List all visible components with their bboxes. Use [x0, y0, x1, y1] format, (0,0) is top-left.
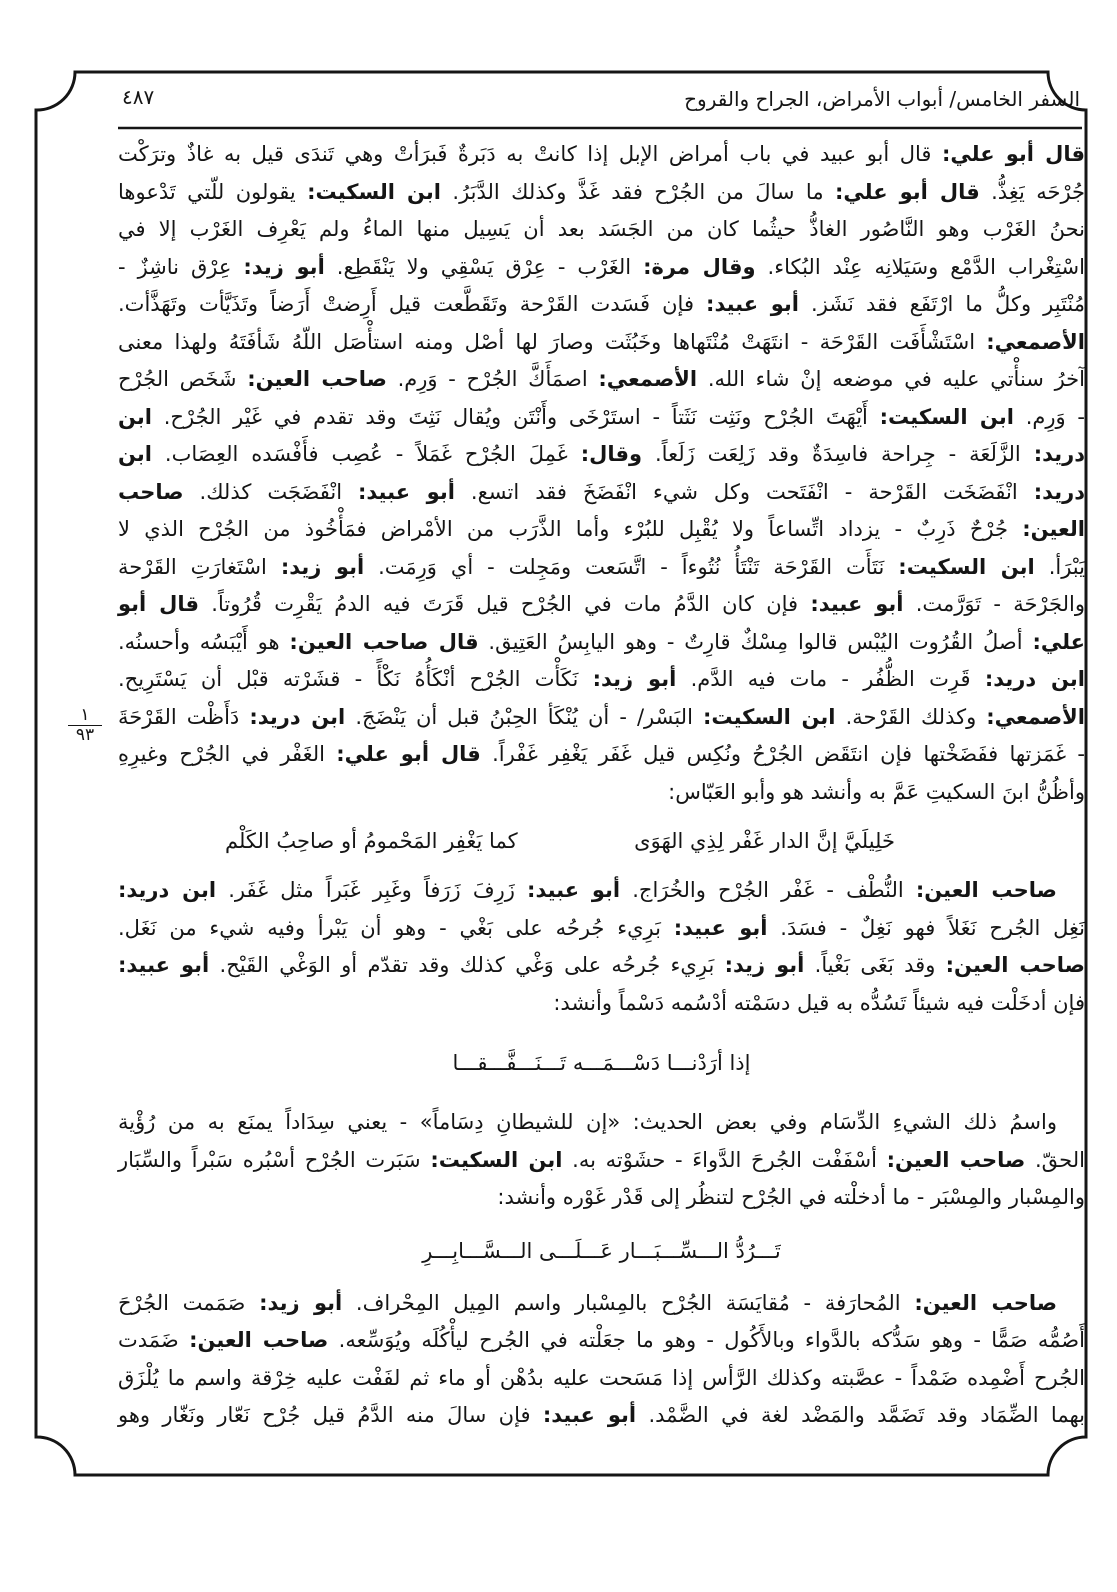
margin-note-denominator: ٩٣	[68, 725, 102, 745]
text-run: غَمِلَ الجُرْح غَمَلاً - عُصِب فأَفْسَده العِصَاب.	[151, 442, 581, 466]
text-run: انْفَضَخَت القَرْحة - انْفَتَحت وكل شيء انْفَضَخَ فقد اتسع.	[454, 479, 1034, 504]
text-line	[118, 1142, 1085, 1180]
source-attribution: الأصمعي:	[986, 329, 1085, 354]
source-attribution: العين:	[1022, 517, 1085, 541]
text-run: نحنُ الغَرْب وهو النَّاصُور الغاذُّ حيثُما كان من الجَسَد بعد أن يَسِيل منها الماءُ ولم يَعْرِف الغَرْب إلا في	[118, 217, 1085, 241]
text-line	[118, 872, 1085, 910]
text-line	[118, 699, 1085, 737]
margin-note-numerator: ١	[80, 705, 90, 725]
text-run: قَرِت الظُّفُر - مات فيه الدَّم.	[676, 667, 985, 691]
source-attribution: قال أبو علي:	[942, 142, 1085, 166]
text-line	[118, 1322, 1085, 1360]
text-run: والجَرْحَة - تَوَرَّمت.	[903, 592, 1085, 616]
source-attribution: وقال:	[580, 442, 643, 466]
source-attribution: قال أبو علي:	[336, 742, 481, 766]
text-run: نَتَأَت القَرْحَة تَنْتَأُ نُتُوءاً - اتَّسَعت ومَجِلت - أي وَرِمَت.	[364, 554, 899, 579]
text-line	[118, 1397, 1085, 1435]
text-run: بَرِيء جُرحُه على وَغْي كذلك وقد تقدّم أو الوَغْي القَيْح.	[209, 953, 725, 977]
paragraph	[118, 1104, 1085, 1217]
text-line	[118, 1360, 1085, 1398]
source-attribution: دريد:	[1033, 479, 1085, 504]
text-line	[118, 211, 1085, 249]
source-attribution: ابن دريد:	[249, 704, 346, 729]
text-line	[118, 910, 1085, 948]
source-attribution: أبو عبيد:	[542, 1403, 637, 1427]
source-attribution: قال أبو	[118, 592, 200, 616]
source-attribution: أبو زيد:	[243, 254, 325, 279]
text-run: نَكَأْت الجُرْح أنْكَأُهُ نَكْأً - قشَرْته قبْل أن يَسْتَرِيح.	[118, 667, 593, 691]
text-run: أَيْهَتَ الجُرْح ونَثِت نَثَتاً - استَرْخَى وأَنْتَن ويُقال نَثِتَ وقد تقدم في غَيْر الجُرْح.	[151, 404, 880, 429]
text-line	[118, 399, 1085, 437]
text-line	[118, 136, 1085, 174]
source-attribution: الأصمعي:	[598, 367, 698, 391]
source-attribution: ابن	[118, 404, 152, 429]
source-attribution: ابن السكيت:	[898, 554, 1035, 579]
text-run: فإن كان الدَّمُ مات في الجُرْح قيل قَرَتَ فيه الدمُ يَقْرِت قُرُوتاً.	[199, 592, 811, 616]
text-run: بَرِيء جُرحُه على بَغْي - وهو أن يَبْرأ وفيه شيء من نَغَل.	[118, 915, 674, 940]
text-run: يقولون للّتي تَدْعوها	[118, 179, 308, 204]
text-run: نَغِل الجُرح نَغَلاً فهو نَغِلٌ - فسَدَ.	[767, 915, 1085, 940]
verse-hemistich-second: كما يَغْفِر المَحْمومُ أو صاحِبُ الكَلْم	[225, 829, 518, 853]
text-run: عِرْق ناشِزٌ -	[118, 254, 244, 279]
text-line	[118, 474, 1085, 512]
text-run: أصلُ القُرُوت اليُبْس قالوا مِسْكٌ قارِتٌ - وهو اليابِسُ العَتِيق.	[478, 629, 1033, 654]
source-attribution: أبو عبيد:	[706, 292, 799, 316]
text-run: دَأَظْت القَرْحَةَ	[118, 704, 250, 729]
source-attribution: أبو عبيد:	[673, 915, 768, 940]
margin-page-reference	[68, 706, 102, 745]
text-run: شَخَص الجُرْح	[118, 367, 248, 391]
text-run: هو أَيْبَسُه وأحسنُه.	[118, 629, 290, 654]
verse	[118, 1217, 1085, 1285]
source-attribution: علي:	[1032, 629, 1086, 654]
text-run: فإن أدخَلْت فيه شيئاً تَسُدُّه به قيل دسَمْته أدْسُمه دَسْماً وأنشد:	[553, 990, 1085, 1015]
source-attribution: صاحب	[118, 479, 184, 504]
source-attribution: أبو عبيد:	[118, 953, 210, 977]
source-attribution: أبو زيد:	[280, 554, 365, 579]
text-run: الجُرح أَضْمِده ضَمْداً - عصَّبته وكذلك الرَّأس إذا مَسَحت عليه بدُهْن أو ماء ثم لفَفْت عليه خِرْقة واسم ما يُلْزَق	[118, 1365, 1085, 1390]
source-attribution: صاحب العين:	[915, 878, 1057, 902]
text-run: مُنْتَبِر وكلُّ ما ارْتَفَع فقد نَشَز.	[799, 292, 1085, 316]
text-run: اسْتَغارَتِ القَرْحة	[118, 554, 281, 579]
source-attribution: ابن	[118, 442, 152, 466]
text-run: الحقّ.	[1025, 1147, 1085, 1172]
text-run: زَرِفَ زَرَفاً وغَبِر غَبَراً مثل غَفَر.	[216, 878, 528, 902]
text-run: وقد بَغَى بَغْياً.	[804, 953, 946, 977]
text-run: جُرْحٌ ذَرِبٌ - يزداد اتِّساعاً ولا يُقْبِل للبُرْء وأما الذَّرَب من الأمْراض فمَأْخُوذ من الجُرْح الذي لا	[118, 517, 1023, 541]
text-line	[118, 1104, 1085, 1142]
text-line	[118, 586, 1085, 624]
source-attribution: صاحب العين:	[914, 1290, 1058, 1315]
text-line	[118, 324, 1085, 362]
text-run: أسْفَفْت الجُرحَ الدَّواءَ - حشَوْته به.	[562, 1147, 887, 1172]
text-run: النُّطْف - غَفْر الجُرْح والخُرَاج.	[620, 878, 916, 902]
text-line	[118, 947, 1085, 985]
text-run: صَمَمت الجُرْحَ	[118, 1290, 260, 1315]
text-run: - غَمَزتها ففَضَخْتها فإن انتَقَض الجُرْحُ ونُكِس قيل غَفَر يَغْفِر غَفْراً.	[480, 742, 1085, 766]
text-line	[118, 985, 1085, 1023]
source-attribution: أبو زيد:	[259, 1290, 343, 1315]
text-run: سَبَرت الجُرْح أسْبُره سَبْراً والسِّبَار	[118, 1147, 431, 1172]
text-run: اصمَأَكَّ الجُرْح - وَرِم.	[386, 367, 599, 391]
text-run: ما سالَ من الجُرْح فقد غَذَّ وكذلك الدَّبَرُ.	[441, 179, 835, 204]
text-run: وأظُنُّ ابنَ السكيتِ عَمَّ به وأنشد هو وأبو العَبّاس:	[668, 779, 1085, 804]
source-attribution: ابن السكيت:	[702, 704, 836, 729]
source-attribution: صاحب العين:	[945, 953, 1085, 977]
text-run: قال أبو عبيد في باب أمراض الإبل إذا كانتْ به دَبَرةٌ فَبرَأتْ وهي تَندَى قيل به غاذٌ وترَكْت	[118, 142, 942, 166]
text-run: الزَّلَعَة - جِراحة فاسِدَةٌ وقد زَلِعَت زَلَعاً.	[642, 442, 1034, 466]
text-line	[118, 1179, 1085, 1217]
text-line	[118, 774, 1085, 812]
source-attribution: قال أبو علي:	[834, 179, 980, 204]
text-line	[118, 661, 1085, 699]
source-attribution: دريد:	[1033, 442, 1085, 466]
source-attribution: أبو عبيد:	[358, 479, 455, 504]
text-run: اسْتِغْراب الدَّمْع وسَيَلانِه عِنْد البُكاء.	[755, 254, 1085, 279]
source-attribution: ابن دريد:	[118, 878, 217, 902]
text-run: - وَرِم.	[1013, 404, 1085, 429]
text-run: الغَرْب - عِرْق يَسْقِي ولا يَنْقَطِع.	[324, 254, 644, 279]
source-attribution: ابن السكيت:	[879, 404, 1014, 429]
source-attribution: أبو عبيد:	[810, 592, 904, 616]
text-run: البَسْر/ - أن يُنْكَأ الحِبْنُ قبل أن يَنْضَجَ.	[345, 704, 703, 729]
text-run: اسْتَشْأَفَت القَرْحَة - انتَهَتْ مُنْتَهاها وخَبُثَت وصارَ لها أصْل ومنه استأْصَل اللّهُ شَأفَتَهُ ولهذا معنى	[118, 329, 987, 354]
text-run: يَبْرَأ.	[1034, 554, 1085, 579]
text-line	[118, 1285, 1085, 1323]
paragraph	[118, 872, 1085, 1022]
source-attribution: قال صاحب العين:	[289, 629, 479, 654]
text-run: جُرْحَه يَغِذُّ.	[979, 179, 1086, 204]
source-attribution: الأصمعي:	[986, 704, 1085, 729]
text-run: أَصُمُّه صَمًّا - وهو سَدُّكه بالدَّواء وبالأَكُول - وهو ما جعَلْته في الجُرح ليأْكُلَه ويُوَسِّعه.	[328, 1328, 1085, 1352]
text-line	[118, 174, 1085, 212]
text-line	[118, 436, 1085, 474]
text-run: والمِسْبار والمِسْبَر - ما أدخلْته في الجُرْح لتنظُر إلى قَدْر غَوْره وأنشد:	[497, 1185, 1085, 1209]
text-line	[118, 249, 1085, 287]
text-run: المُحارَفة - مُقايَسَة الجُرْح بالمِسْبار واسم المِيل المِحْراف.	[342, 1290, 915, 1315]
text-run: ضَمَدت	[118, 1328, 190, 1352]
verse-line: تَـــرُدُّ الـــسِّـــبَـــار عَـــلَـــى الـــسَّـــابِـــرِ	[422, 1238, 781, 1263]
source-attribution: صاحب العين:	[189, 1328, 329, 1352]
text-run: وكذلك القَرْحة.	[835, 704, 987, 729]
source-attribution: أبو عبيد:	[527, 878, 621, 902]
paragraph	[118, 1285, 1085, 1435]
verse-line: إذا أرَدْنـــا دَسْـــمَـــه تَـــنَـــفَّـــقـــا	[452, 1051, 751, 1075]
source-attribution: أبو زيد:	[724, 953, 805, 977]
source-attribution: ابن السكيت:	[307, 179, 441, 204]
text-run: فإن فَسَدت القَرْحة وتَقَطَّعت قيل أَرِضتْ أَرَضاً وتَذَيَّأت وتَهَذَّأت.	[118, 292, 707, 316]
text-run: آخرُ سنأْتي عليه في موضعه إنْ شاء الله.	[697, 367, 1085, 391]
text-line	[118, 549, 1085, 587]
text-line	[118, 736, 1085, 774]
verse	[118, 811, 1085, 872]
source-attribution: صاحب العين:	[247, 367, 387, 391]
paragraph	[118, 136, 1085, 811]
verse	[118, 1022, 1085, 1104]
verse-hemistich-first: خَلِيلَيَّ إنَّ الدار غَفْر لِذِي الهَوَى	[634, 829, 895, 853]
source-attribution: صاحب العين:	[886, 1147, 1026, 1172]
text-run: فإن سالَ منه الدَّمُ قيل جُرْح نَعّار ونَغّار وهو	[118, 1403, 543, 1427]
text-run: بهما الضِّمَاد وقد تَضَمَّد والمَضْد لغة في الضَّمْد.	[636, 1403, 1085, 1427]
text-line	[118, 286, 1085, 324]
source-attribution: وقال مرة:	[643, 254, 756, 279]
text-line	[118, 624, 1085, 662]
running-header: السفر الخامس/ أبواب الأمراض، الجراح والقروح	[684, 87, 1080, 111]
text-run: واسمُ ذلك الشيءِ الدِّسَام وفي بعض الحديث: «إن للشيطانِ دِسَاماً» - يعني سِدَاداً يمنَع به من رُؤْية	[118, 1110, 1057, 1134]
text-run: الغَفْر في الجُرْح وغيرِهِ	[118, 742, 337, 766]
text-run: انْفَضَجَت كذلك.	[183, 479, 359, 504]
main-text	[118, 136, 1085, 1435]
page-number: ٤٨٧	[122, 85, 155, 109]
text-line	[118, 511, 1085, 549]
source-attribution: أبو زيد:	[592, 667, 677, 691]
text-line	[118, 361, 1085, 399]
source-attribution: ابن دريد:	[984, 667, 1085, 691]
source-attribution: ابن السكيت:	[430, 1147, 563, 1172]
